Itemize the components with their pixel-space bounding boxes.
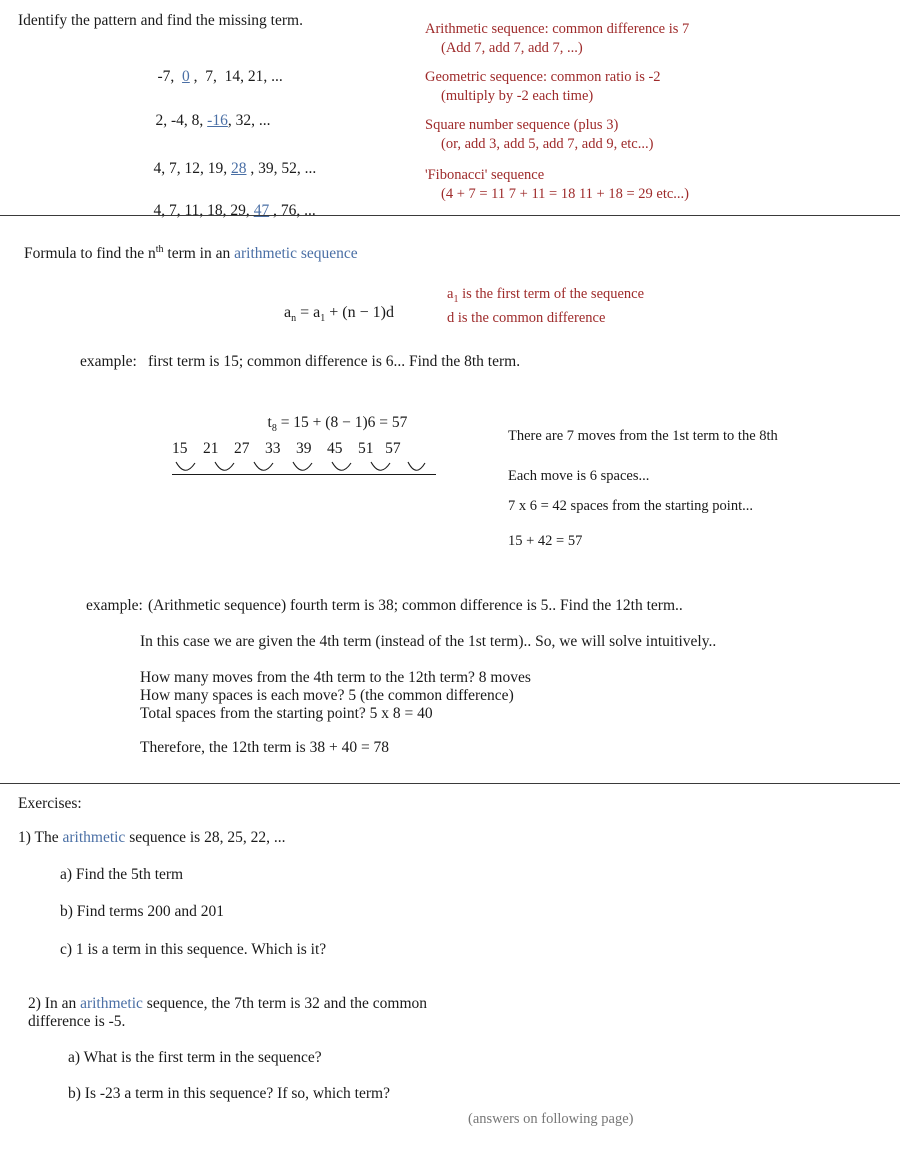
exercise-1a: a) Find the 5th term [60, 866, 184, 883]
sequence-missing-term: 28 [231, 160, 247, 177]
example2-line: How many moves from the 4th term to the 12th term? 8 moves [140, 669, 531, 686]
exercise-2 [28, 995, 448, 1031]
exercise-2-post: sequence, the 7th term is 32 and the common difference is -5. [28, 995, 428, 1030]
note-heading: Arithmetic sequence: common difference is 7 [425, 21, 690, 37]
note-subtext: (or, add 3, add 5, add 7, add 9, etc...) [441, 136, 654, 152]
def-text: is the first term of the sequence [458, 286, 645, 302]
sequence-row [138, 184, 316, 238]
note-subtext: (Add 7, add 7, add 7, ...) [441, 40, 583, 56]
note-heading: Geometric sequence: common ratio is -2 [425, 69, 661, 85]
arc-connectors-icon [170, 458, 460, 488]
sequence-prefix: 2, -4, 8, [155, 112, 208, 129]
arithmetic-link[interactable]: arithmetic [80, 995, 143, 1012]
formula-tail: + (n − 1)d [325, 304, 394, 321]
example1-note: Each move is 6 spaces... [508, 468, 650, 484]
example2-line: How many spaces is each move? 5 (the common difference) [140, 687, 514, 704]
sequence-suffix: , 7, 14, 21, ... [189, 68, 283, 85]
sequence-suffix: , 39, 52, ... [246, 160, 317, 177]
answers-footer: (answers on following page) [468, 1111, 634, 1127]
section1-title: Identify the pattern and find the missing term. [18, 12, 303, 29]
example1-term-list: 15 21 27 33 39 45 51 57 [172, 440, 401, 457]
arithmetic-sequence-link[interactable]: arithmetic sequence [234, 245, 358, 263]
note-heading: Square number sequence (plus 3) [425, 117, 619, 133]
exercise-2b: b) Is -23 a term in this sequence? If so, which term? [68, 1085, 390, 1102]
sequence-missing-term: 0 [182, 68, 190, 85]
exercise-2a: a) What is the first term in the sequence? [68, 1049, 322, 1066]
formula-intro-pre: Formula to find the n [24, 245, 156, 263]
formula-subscript-n: n [291, 313, 297, 325]
sequence-suffix: , 32, ... [227, 112, 271, 129]
ordinal-superscript: th [155, 244, 164, 255]
example2-text: (Arithmetic sequence) fourth term is 38; common difference is 5.. Find the 12th term.. [148, 597, 683, 614]
exercises-title: Exercises: [18, 795, 82, 812]
arc-baseline [172, 474, 436, 475]
formula-a: a [284, 304, 292, 321]
example2-line: Therefore, the 12th term is 38 + 40 = 78 [140, 739, 390, 756]
formula-definition-d: d is the common difference [447, 310, 606, 326]
calc-subscript-8: 8 [271, 423, 277, 435]
exercise-1 [18, 829, 285, 847]
exercise-1-post: sequence is 28, 25, 22, ... [125, 829, 286, 846]
sequence-missing-term: -16 [207, 112, 228, 129]
formula-intro-mid: term in an [163, 245, 235, 263]
nth-term-formula [268, 286, 394, 342]
note-subtext: (4 + 7 = 11 7 + 11 = 18 11 + 18 = 29 etc...) [441, 186, 690, 202]
arithmetic-link[interactable]: arithmetic [62, 829, 126, 846]
formula-subscript-one: 1 [320, 313, 326, 325]
section-divider [0, 215, 900, 216]
note-subtext: (multiply by -2 each time) [441, 88, 594, 104]
exercise-2-pre: 2) In an [28, 995, 81, 1012]
sequence-prefix: 4, 7, 11, 18, 29, [153, 202, 254, 219]
example1-note: 15 + 42 = 57 [508, 533, 583, 549]
sequence-prefix: 4, 7, 12, 19, [153, 160, 231, 177]
example2-line: In this case we are given the 4th term (instead of the 1st term).. So, we will solve intuitively.. [140, 633, 717, 650]
sequence-suffix: , 76, ... [269, 202, 316, 219]
sequence-prefix: -7, [157, 68, 183, 85]
exercise-1c: c) 1 is a term in this sequence. Which is it? [60, 941, 327, 958]
formula-definition-a1 [447, 286, 644, 305]
calc-rest: = 15 + (8 − 1)6 = 57 [276, 414, 408, 431]
example2-label: example: [86, 597, 143, 614]
note-heading: 'Fibonacci' sequence [425, 167, 545, 183]
example1-text: first term is 15; common difference is 6... Find the 8th term. [148, 353, 521, 370]
sequence-row [140, 94, 270, 148]
example1-label: example: [80, 353, 137, 370]
sequence-missing-term: 47 [253, 202, 270, 219]
formula-intro [24, 244, 358, 263]
def-subscript-one: 1 [453, 293, 459, 305]
calc-t: t [267, 414, 272, 431]
example2-line: Total spaces from the starting point? 5 x 8 = 40 [140, 705, 433, 722]
formula-equals-a: = a [296, 304, 321, 321]
def-a: a [447, 286, 454, 302]
section-divider [0, 783, 900, 784]
exercise-1b: b) Find terms 200 and 201 [60, 903, 225, 920]
example1-note: There are 7 moves from the 1st term to the 8th [508, 428, 778, 444]
example1-note: 7 x 6 = 42 spaces from the starting point... [508, 498, 753, 514]
exercise-1-pre: 1) The [18, 829, 63, 846]
